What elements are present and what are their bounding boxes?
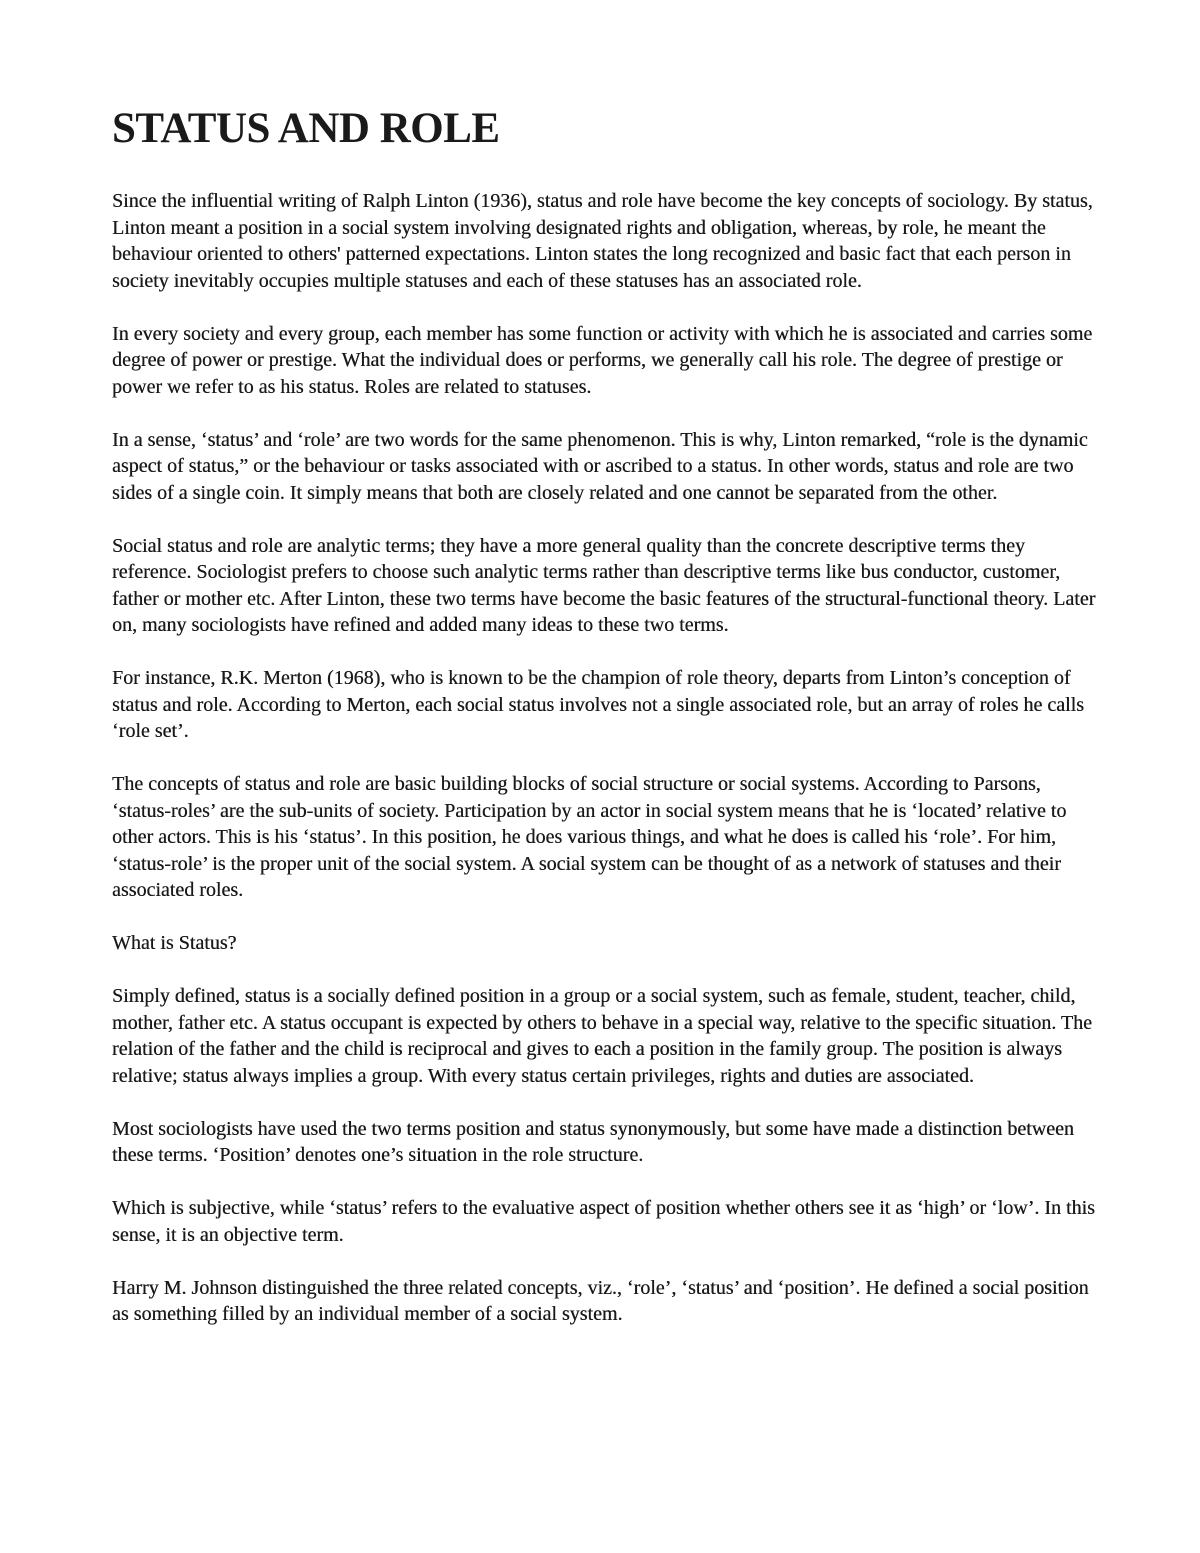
section-heading: What is Status?	[112, 932, 237, 954]
paragraph: Social status and role are analytic terms; they have a more general quality than the concrete descriptive terms they reference. Sociologist prefers to choose such analytic terms rather than descriptive terms like bus conductor, customer, father or mother etc. After Linton, these two terms have become the basic features of the structural-functional theory. Later on, many sociologists have refined and added many ideas to these two terms.	[112, 534, 1096, 636]
document-title: STATUS AND ROLE	[112, 105, 500, 152]
paragraph: For instance, R.K. Merton (1968), who is known to be the champion of role theory, departs from Linton’s conception of status and role. According to Merton, each social status involves not a single associated role, but an array of roles he calls ‘role set’.	[112, 667, 1084, 742]
paragraph: In a sense, ‘status’ and ‘role’ are two words for the same phenomenon. This is why, Linton remarked, “role is the dynamic aspect of status,” or the behaviour or tasks associated with or ascribed to a status. In other words, status and role are two sides of a single coin. It simply means that both are closely related and one cannot be separated from the other.	[112, 428, 1088, 504]
paragraph: In every society and every group, each member has some function or activity with which he is associated and carries some degree of power or prestige. What the individual does or performs, we generally call his role. The degree of prestige or power we refer to as his status. Roles are related to statuses.	[112, 322, 1093, 398]
paragraph: The concepts of status and role are basic building blocks of social structure or social systems. According to Parsons, ‘status-roles’ are the sub-units of society. Participation by an actor in social system means that he is ‘located’ relative to other actors. This is his ‘status’. In this position, he does various things, and what he does is called his ‘role’. For him, ‘status-role’ is the proper unit of the social system. A social system can be thought of as a network of statuses and their associated roles.	[112, 773, 1067, 901]
paragraph: Which is subjective, while ‘status’ refers to the evaluative aspect of position whether others see it as ‘high’ or ‘low’. In this sense, it is an objective term.	[112, 1197, 1095, 1246]
paragraph: Since the influential writing of Ralph Linton (1936), status and role have become the key concepts of sociology. By status, Linton meant a position in a social system involving designated rights and obligation, whereas, by role, he meant the behaviour oriented to others' patterned expectations. Linton states the long recognized and basic fact that each person in society inevitably occupies multiple statuses and each of these statuses has an associated role.	[112, 190, 1093, 292]
paragraph: Harry M. Johnson distinguished the three related concepts, viz., ‘role’, ‘status’ and ‘position’. He defined a social position as something filled by an individual member of a social system.	[112, 1276, 1089, 1325]
paragraph: Simply defined, status is a socially defined position in a group or a social system, such as female, student, teacher, child, mother, father etc. A status occupant is expected by others to behave in a special way, relative to the specific situation. The relation of the father and the child is reciprocal and gives to each a position in the family group. The position is always relative; status always implies a group. With every status certain privileges, rights and duties are associated.	[112, 985, 1092, 1087]
document-page	[112, 100, 1097, 1354]
paragraph: Most sociologists have used the two terms position and status synonymously, but some have made a distinction between these terms. ‘Position’ denotes one’s situation in the role structure.	[112, 1117, 1074, 1166]
